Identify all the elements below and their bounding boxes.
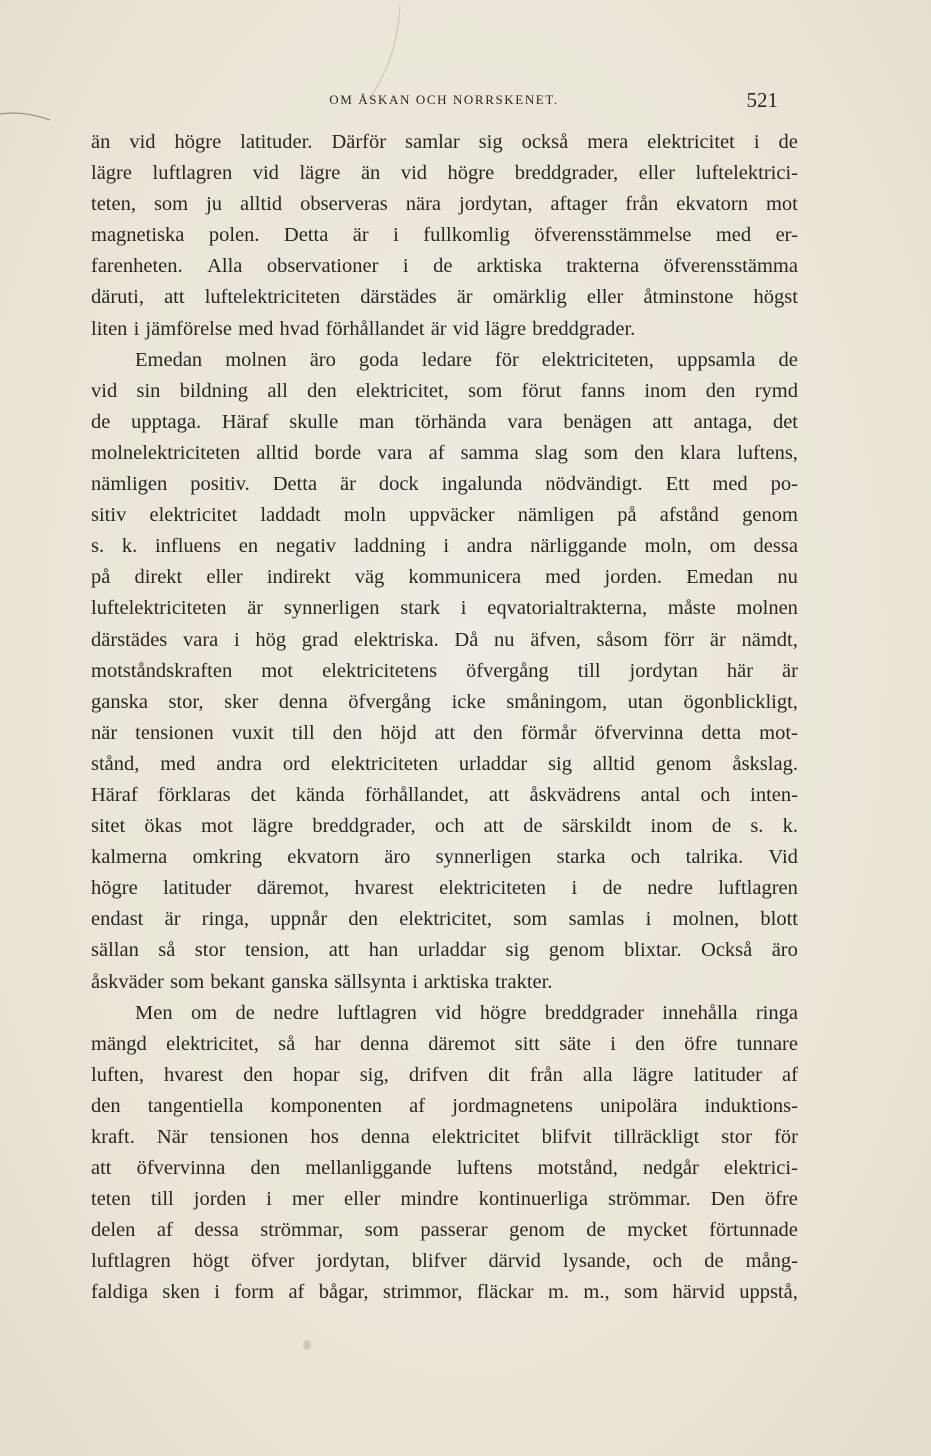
- text-line: motståndskraften mot elektricitetens öfvergång till jordytan här är: [91, 659, 798, 682]
- text-line: stånd, med andra ord elektriciteten urladdar sig alltid genom åskslag.: [91, 752, 798, 775]
- text-line: sitiv elektricitet laddadt moln uppväcker nämligen på afstånd genom: [91, 504, 798, 527]
- text-line: molnelektriciteten alltid borde vara af samma slag som den klara luftens,: [91, 441, 798, 464]
- text-line: däruti, att luftelektriciteten därstädes är omärklig eller åtminstone högst: [91, 286, 798, 309]
- text-line: de upptaga. Häraf skulle man törhända vara benägen att antaga, det: [91, 410, 798, 433]
- text-line: teten, som ju alltid observeras nära jordytan, aftager från ekvatorn mot: [91, 193, 798, 216]
- text-line: liten i jämförelse med hvad förhållandet är vid lägre breddgrader.: [91, 317, 636, 340]
- text-line: kraft. När tensionen hos denna elektricitet blifvit tillräckligt stor för: [91, 1126, 798, 1148]
- text-line: luften, hvarest den hopar sig, drifven dit från alla lägre latituder af: [91, 1063, 798, 1086]
- text-line: ganska stor, sker denna öfvergång icke småningom, utan ögonblickligt,: [91, 690, 798, 713]
- running-head: [90, 88, 798, 112]
- text-line: nämligen positiv. Detta är dock ingalunda nödvändigt. Ett med po-: [91, 473, 798, 496]
- text-line: mängd elektricitet, så har denna däremot sitt säte i den öfre tunnare: [91, 1032, 798, 1055]
- text-line: den tangentiella komponenten af jordmagnetens unipolära induktions-: [91, 1094, 798, 1117]
- text-line: Men om de nedre luftlagren vid högre breddgrader innehålla ringa: [135, 1001, 798, 1024]
- text-line: endast är ringa, uppnår den elektricitet, som samlas i molnen, blott: [91, 908, 798, 931]
- running-title: OM ÅSKAN OCH NORRSKENET.: [329, 92, 559, 107]
- text-line: sällan så stor tension, att han urladdar sig genom blixtar. Också äro: [91, 939, 798, 962]
- page-number: 521: [746, 88, 778, 112]
- text-line: åskväder som bekant ganska sällsynta i arktiska trakter.: [91, 970, 553, 993]
- text-line: farenheten. Alla observationer i de arktiska trakterna öfverensstämma: [91, 255, 798, 278]
- text-line: på direkt eller indirekt väg kommunicera med jorden. Emedan nu: [91, 566, 798, 589]
- text-line: teten till jorden i mer eller mindre kontinuerliga strömmar. Den öfre: [91, 1188, 798, 1211]
- text-line: luftelektriciteten är synnerligen stark i eqvatorialtrakterna, måste molnen: [91, 597, 798, 620]
- text-line: sitet ökas mot lägre breddgrader, och att de särskildt inom de s. k.: [91, 815, 798, 838]
- text-line: när tensionen vuxit till den höjd att den förmår öfvervinna detta mot-: [91, 721, 798, 744]
- body-text: [91, 127, 798, 1309]
- text-line: lägre luftlagren vid lägre än vid högre breddgrader, eller luftelektrici-: [91, 162, 798, 185]
- text-line: delen af dessa strömmar, som passerar genom de mycket förtunnade: [91, 1219, 798, 1242]
- text-line: s. k. influens en negativ laddning i andra närliggande moln, om dessa: [91, 535, 798, 558]
- text-line: därstädes vara i hög grad elektriska. Då nu äfven, såsom förr är nämdt,: [91, 628, 798, 651]
- text-line: högre latituder däremot, hvarest elektriciteten i de nedre luftlagren: [91, 877, 798, 900]
- text-line: magnetiska polen. Detta är i fullkomlig öfverensstämmelse med er-: [91, 224, 798, 247]
- text-line: kalmerna omkring ekvatorn äro synnerligen starka och talrika. Vid: [91, 846, 798, 869]
- text-line: Emedan molnen äro goda ledare för elektriciteten, uppsamla de: [135, 348, 798, 371]
- text-line: att öfvervinna den mellanliggande luftens motstånd, nedgår elektrici-: [91, 1157, 798, 1180]
- text-line: luftlagren högt öfver jordytan, blifver därvid lysande, och de mång-: [91, 1250, 798, 1273]
- text-line: Häraf förklaras det kända förhållandet, att åskvädrens antal och inten-: [91, 783, 798, 806]
- text-line: än vid högre latituder. Därför samlar sig också mera elektricitet i de: [91, 131, 798, 153]
- text-line: vid sin bildning all den elektricitet, som förut fanns inom den rymd: [91, 379, 798, 402]
- paper-speck: [303, 1340, 311, 1350]
- margin-pencil-mark: [0, 108, 60, 122]
- text-line: faldiga sken i form af bågar, strimmor, fläckar m. m., som härvid uppstå,: [91, 1281, 798, 1304]
